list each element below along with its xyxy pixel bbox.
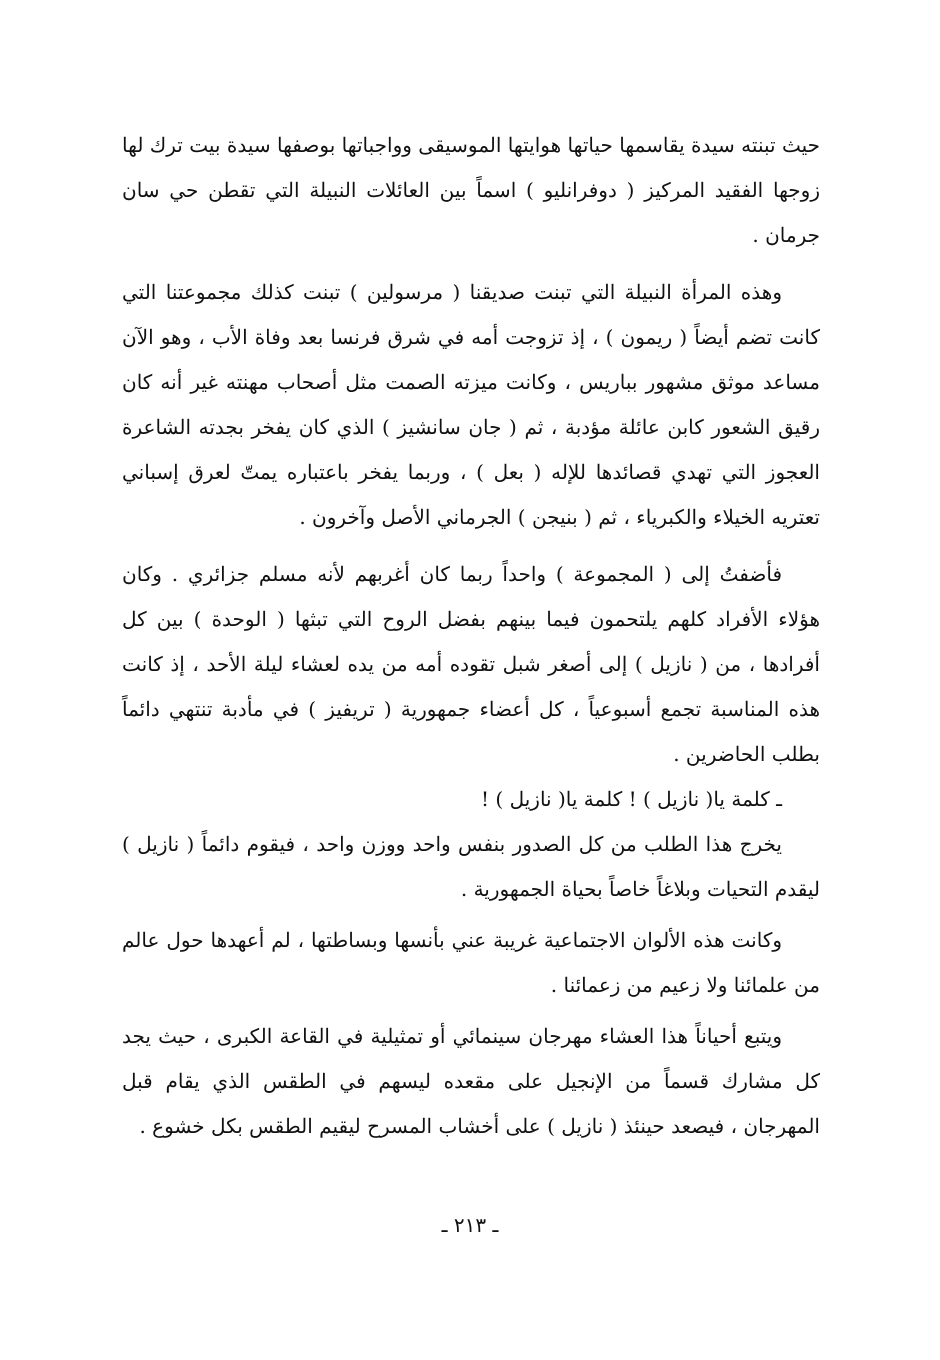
paragraph: فأضفتُ إلى ( المجموعة ) واحداً ربما كان أغربهم لأنه مسلم جزائري . وكان هؤلاء الأفراد كلهم يلتحمون فيما بينهم بفضل الروح التي تبثها ( الوحدة ) بين كل أفرادها ، من ( نازيل ) إلى أصغر شبل تقوده أمه من يده لعشاء ليلة الأحد ، إذ كانت هذه المناسبة تجمع أسبوعياً ، كل أعضاء جمهورية ( تريفيز ) في مأدبة تنتهي دائماً بطلب الحاضرين . (122, 562, 820, 766)
paragraph: وكانت هذه الألوان الاجتماعية غريبة عني بأنسها وبساطتها ، لم أعهدها حول عالم من علمائنا ولا زعيم من زعمائنا . (122, 928, 820, 997)
body-text (122, 123, 820, 1149)
dialogue-line: ـ كلمة يا( نازيل ) ! كلمة يا( نازيل ) ! (481, 787, 782, 811)
paragraph: وهذه المرأة النبيلة التي تبنت صديقنا ( مرسولين ) تبنت كذلك مجموعتنا التي كانت تضم أيضاً ( ريمون ) ، إذ تزوجت أمه في شرق فرنسا بعد وفاة الأب ، وهو الآن مساعد موثق مشهور بباريس ، وكانت ميزته الصمت مثل أصحاب مهنته غير أنه كان رقيق الشعور كابن عائلة مؤدبة ، ثم ( جان سانشيز ) الذي كان يفخر بجدته الشاعرة العجوز التي تهدي قصائدها للإله ( بعل ) ، وربما يفخر باعتباره يمتّ لعرق إسباني تعتريه الخيلاء والكبرياء ، ثم ( بنيجن ) الجرماني الأصل وآخرون . (122, 280, 820, 529)
paragraph: ويتبع أحياناً هذا العشاء مهرجان سينمائي أو تمثيلية في القاعة الكبرى ، حيث يجد كل مشارك قسماً من الإنجيل على مقعده ليسهم في الطقس الذي يقام قبل المهرجان ، فيصعد حينئذ ( نازيل ) على أخشاب المسرح ليقيم الطقس بكل خشوع . (122, 1024, 820, 1138)
paragraph: حيث تبنته سيدة يقاسمها حياتها هوايتها الموسيقى وواجباتها بوصفها سيدة بيت ترك لها زوجها الفقيد المركيز ( دوفرانليو ) اسماً بين العائلات النبيلة التي تقطن حي سان جرمان . (122, 133, 820, 247)
page-number: ـ ٢١٣ ـ (441, 1213, 499, 1237)
paragraph: يخرج هذا الطلب من كل الصدور بنفس واحد ووزن واحد ، فيقوم دائماً ( نازيل ) ليقدم التحيات وبلاغاً خاصاً بحياة الجمهورية . (122, 832, 820, 901)
